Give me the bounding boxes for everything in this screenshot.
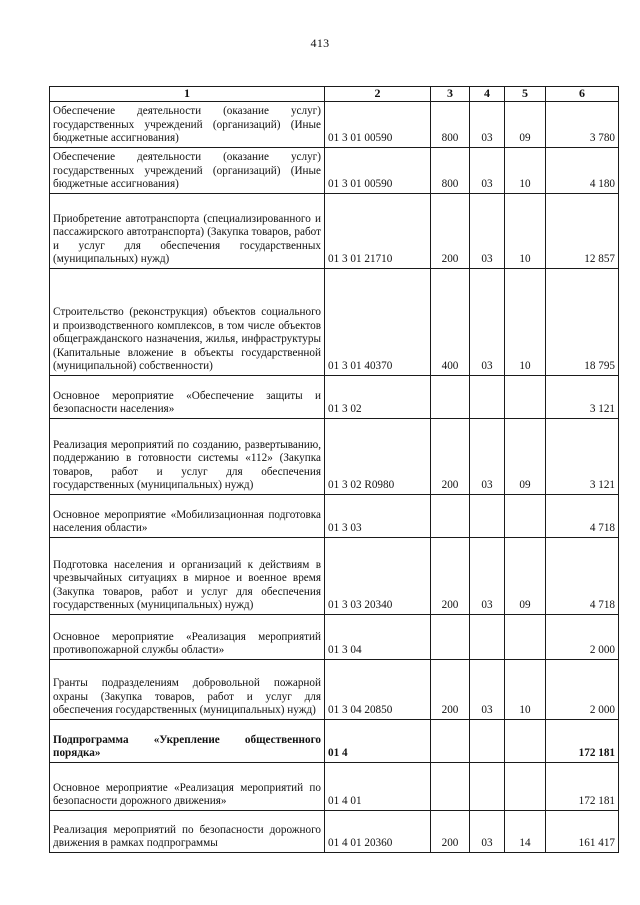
column-header-3: 3 [431,87,470,102]
column-header-6: 6 [546,87,619,102]
row-code-cell: 01 4 01 [325,763,431,811]
column-header-5: 5 [505,87,546,102]
row-code-cell: 01 3 04 20850 [325,660,431,720]
row-amount-cell: 4 718 [546,538,619,615]
row-col4-cell: 03 [470,660,505,720]
row-col3-cell: 200 [431,811,470,853]
row-code-cell: 01 4 [325,720,431,763]
row-col4-cell: 03 [470,102,505,148]
row-col3-cell [431,720,470,763]
row-code-cell: 01 3 03 20340 [325,538,431,615]
column-header-2: 2 [325,87,431,102]
row-col5-cell: 10 [505,194,546,269]
row-amount-cell: 4 718 [546,495,619,538]
row-amount-cell: 3 780 [546,102,619,148]
row-col4-cell: 03 [470,538,505,615]
table-row [50,376,619,419]
row-col4-cell [470,763,505,811]
table-row [50,811,619,853]
row-name-cell: Обеспечение деятельности (оказание услуг) государственных учреждений (организаций) (Иные бюджетные ассигнования) [50,102,325,148]
row-name-cell: Подпрограмма «Укрепление общественного порядка» [50,720,325,763]
row-name-cell: Обеспечение деятельности (оказание услуг) государственных учреждений (организаций) (Иные бюджетные ассигнования) [50,148,325,194]
row-code-cell: 01 3 03 [325,495,431,538]
row-col5-cell: 10 [505,148,546,194]
row-col4-cell: 03 [470,194,505,269]
row-name-cell: Основное мероприятие «Мобилизационная подготовка населения области» [50,495,325,538]
row-col5-cell: 10 [505,269,546,376]
table-row [50,419,619,495]
row-col4-cell: 03 [470,269,505,376]
row-name-cell: Реализация мероприятий по безопасности дорожного движения в рамках подпрограммы [50,811,325,853]
row-col5-cell: 09 [505,419,546,495]
row-col3-cell: 800 [431,148,470,194]
table-row [50,660,619,720]
row-col5-cell: 14 [505,811,546,853]
row-amount-cell: 4 180 [546,148,619,194]
row-col5-cell [505,495,546,538]
row-col5-cell [505,376,546,419]
row-amount-cell: 172 181 [546,763,619,811]
row-code-cell: 01 3 01 00590 [325,148,431,194]
column-header-4: 4 [470,87,505,102]
row-amount-cell: 18 795 [546,269,619,376]
row-name-cell: Основное мероприятие «Обеспечение защиты и безопасности населения» [50,376,325,419]
row-code-cell: 01 3 02 R0980 [325,419,431,495]
row-amount-cell: 3 121 [546,376,619,419]
row-col3-cell: 400 [431,269,470,376]
row-col5-cell [505,615,546,660]
row-name-cell: Реализация мероприятий по созданию, развертыванию, поддержанию в готовности системы «112» (Закупка товаров, работ и услуг для обеспечения государственных (муниципальных) нужд) [50,419,325,495]
row-col3-cell [431,763,470,811]
row-col3-cell [431,615,470,660]
table-row [50,615,619,660]
table-row [50,194,619,269]
table-row [50,720,619,763]
row-code-cell: 01 3 04 [325,615,431,660]
row-col4-cell [470,615,505,660]
row-code-cell: 01 3 01 40370 [325,269,431,376]
row-col4-cell [470,495,505,538]
header-row [50,87,619,102]
row-col4-cell [470,376,505,419]
row-name-cell: Строительство (реконструкция) объектов социального и производственного комплексов, в том числе объектов общегражданского назначения, жилья, инфраструктуры (Капитальные вложение в объекты государственной (муниципальной) собственности) [50,269,325,376]
row-col3-cell: 200 [431,660,470,720]
row-col5-cell [505,720,546,763]
table-row [50,538,619,615]
row-col3-cell: 200 [431,194,470,269]
row-col5-cell: 09 [505,538,546,615]
row-col5-cell: 09 [505,102,546,148]
row-amount-cell: 2 000 [546,660,619,720]
table-row [50,763,619,811]
row-col3-cell: 200 [431,419,470,495]
row-name-cell: Гранты подразделениям добровольной пожарной охраны (Закупка товаров, работ и услуг для обеспечения государственных (муниципальных) нужд) [50,660,325,720]
row-col5-cell [505,763,546,811]
row-code-cell: 01 3 01 21710 [325,194,431,269]
page-number: 413 [310,36,330,50]
row-amount-cell: 12 857 [546,194,619,269]
row-col3-cell: 800 [431,102,470,148]
table-row [50,102,619,148]
row-code-cell: 01 3 02 [325,376,431,419]
table-body [50,102,619,853]
table-row [50,495,619,538]
row-code-cell: 01 4 01 20360 [325,811,431,853]
column-header-1: 1 [50,87,325,102]
row-col3-cell [431,376,470,419]
table-row [50,269,619,376]
table-row [50,148,619,194]
row-amount-cell: 2 000 [546,615,619,660]
row-col4-cell [470,720,505,763]
row-col3-cell: 200 [431,538,470,615]
row-amount-cell: 172 181 [546,720,619,763]
row-col4-cell: 03 [470,148,505,194]
row-amount-cell: 161 417 [546,811,619,853]
budget-table [49,86,619,853]
row-amount-cell: 3 121 [546,419,619,495]
row-name-cell: Приобретение автотранспорта (специализированного и пассажирского автотранспорта) (Закупка товаров, работ и услуг для обеспечения государственных (муниципальных) нужд) [50,194,325,269]
row-name-cell: Основное мероприятие «Реализация мероприятий противопожарной службы области» [50,615,325,660]
row-name-cell: Основное мероприятие «Реализация мероприятий по безопасности дорожного движения» [50,763,325,811]
row-col3-cell [431,495,470,538]
row-col5-cell: 10 [505,660,546,720]
row-code-cell: 01 3 01 00590 [325,102,431,148]
row-name-cell: Подготовка населения и организаций к действиям в чрезвычайных ситуациях в мирное и военное время (Закупка товаров, работ и услуг для обеспечения государственных (муниципальных) нужд) [50,538,325,615]
row-col4-cell: 03 [470,811,505,853]
row-col4-cell: 03 [470,419,505,495]
